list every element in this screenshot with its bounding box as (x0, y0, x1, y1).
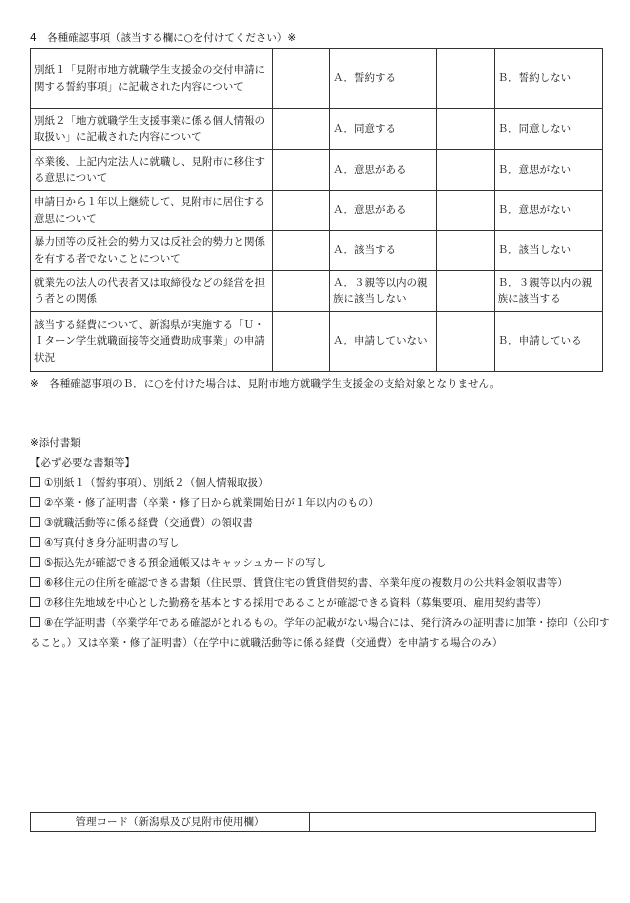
option-a[interactable]: Ａ．意思がある (330, 191, 437, 231)
attachments-subtitle: 【必ず必要な書類等】 (30, 457, 135, 469)
question-cell: 別紙１「見附市地方就職学生支援金の交付申請に関する誓約事項」に記載された内容について (31, 49, 273, 109)
option-a[interactable]: Ａ．同意する (330, 109, 437, 150)
mark-cell-a[interactable] (272, 271, 329, 312)
mark-cell-b[interactable] (437, 271, 494, 312)
attachments-section (30, 433, 610, 653)
question-cell: 別紙２「地方就職学生支援事業に係る個人情報の取扱い」に記載された内容について (31, 109, 273, 150)
checkbox[interactable] (30, 537, 40, 547)
mark-cell-a[interactable] (272, 191, 329, 231)
checkbox[interactable] (30, 617, 40, 627)
list-item (30, 613, 610, 653)
list-item (30, 493, 610, 513)
list-item (30, 533, 610, 553)
option-a[interactable]: Ａ．申請していない (330, 312, 437, 372)
checkbox[interactable] (30, 597, 40, 607)
mark-cell-a[interactable] (272, 312, 329, 372)
list-item (30, 593, 610, 613)
option-b[interactable]: Ｂ．該当しない (494, 231, 602, 271)
table-row (31, 150, 603, 191)
attachment-label: ⑧在学証明書（卒業学年である確認がとれるもの。学年の記載がない場合には、発行済みの証明書に加筆・捺印（公印すること。）又は卒業・修了証明書）（在学中に就職活動等に係る経費（交通費）を申請する場合のみ） (30, 617, 610, 649)
question-cell: 卒業後、上記内定法人に就職し、見附市に移住する意思について (31, 150, 273, 191)
attachment-label: ⑥移住元の住所を確認できる書類（住民票、賃貸住宅の賃貸借契約書、卒業年度の複数月の公共料金領収書等） (44, 577, 568, 589)
table-row (31, 312, 603, 372)
question-cell: 就業先の法人の代表者又は取締役などの経営を担う者との関係 (31, 271, 273, 312)
checkbox[interactable] (30, 557, 40, 567)
table-note: ※ 各種確認事項のＢ．に○を付けた場合は、見附市地方就職学生支援金の支給対象となりません。 (30, 378, 501, 390)
mark-cell-b[interactable] (437, 150, 494, 191)
management-code-label: 管理コード（新潟県及び見附市使用欄） (31, 813, 310, 831)
option-b[interactable]: Ｂ．３親等以内の親族に該当する (494, 271, 602, 312)
option-b[interactable]: Ｂ．同意しない (494, 109, 602, 150)
checkbox[interactable] (30, 497, 40, 507)
section-title: 4 各種確認事項（該当する欄に○を付けてください）※ (30, 32, 297, 44)
option-a[interactable]: Ａ．３親等以内の親族に該当しない (330, 271, 437, 312)
table-row (31, 191, 603, 231)
question-cell: 該当する経費について、新潟県が実施する「Ｕ・Ｉターン学生就職面接等交通費助成事業」の申請状況 (31, 312, 273, 372)
option-b[interactable]: Ｂ．意思がない (494, 150, 602, 191)
table-row (31, 109, 603, 150)
checkbox[interactable] (30, 477, 40, 487)
mark-cell-b[interactable] (437, 49, 494, 109)
mark-cell-b[interactable] (437, 109, 494, 150)
attachment-label: ⑤振込先が確認できる預金通帳又はキャッシュカードの写し (44, 557, 327, 569)
table-row (31, 271, 603, 312)
attachment-label: ③就職活動等に係る経費（交通費）の領収書 (44, 517, 253, 529)
table-row (31, 49, 603, 109)
question-cell: 暴力団等の反社会的勢力又は反社会的勢力と関係を有する者でないことについて (31, 231, 273, 271)
mark-cell-b[interactable] (437, 231, 494, 271)
attachment-label: ⑦移住先地域を中心とした勤務を基本とする採用であることが確認できる資料（募集要項、雇用契約書等） (44, 597, 547, 609)
attachment-label: ②卒業・修了証明書（卒業・修了日から就業開始日が１年以内のもの） (44, 497, 379, 509)
option-a[interactable]: Ａ．誓約する (330, 49, 437, 109)
list-item (30, 473, 610, 493)
mark-cell-a[interactable] (272, 231, 329, 271)
checkbox[interactable] (30, 517, 40, 527)
mark-cell-b[interactable] (437, 191, 494, 231)
list-item (30, 573, 610, 593)
checkbox[interactable] (30, 577, 40, 587)
management-code-box (30, 812, 596, 832)
option-b[interactable]: Ｂ．意思がない (494, 191, 602, 231)
attachment-label: ①別紙１（誓約事項）、別紙２（個人情報取扱） (44, 477, 269, 489)
confirmation-table (30, 48, 603, 372)
management-code-field[interactable] (310, 813, 595, 831)
list-item (30, 513, 610, 533)
attachment-label: ④写真付き身分証明書の写し (44, 537, 180, 549)
option-b[interactable]: Ｂ．誓約しない (494, 49, 602, 109)
list-item (30, 553, 610, 573)
option-a[interactable]: Ａ．意思がある (330, 150, 437, 191)
mark-cell-a[interactable] (272, 150, 329, 191)
option-b[interactable]: Ｂ．申請している (494, 312, 602, 372)
mark-cell-a[interactable] (272, 49, 329, 109)
attachments-title: ※添付書類 (30, 437, 81, 449)
mark-cell-b[interactable] (437, 312, 494, 372)
table-row (31, 231, 603, 271)
mark-cell-a[interactable] (272, 109, 329, 150)
option-a[interactable]: Ａ．該当する (330, 231, 437, 271)
question-cell: 申請日から１年以上継続して、見附市に居住する意思について (31, 191, 273, 231)
